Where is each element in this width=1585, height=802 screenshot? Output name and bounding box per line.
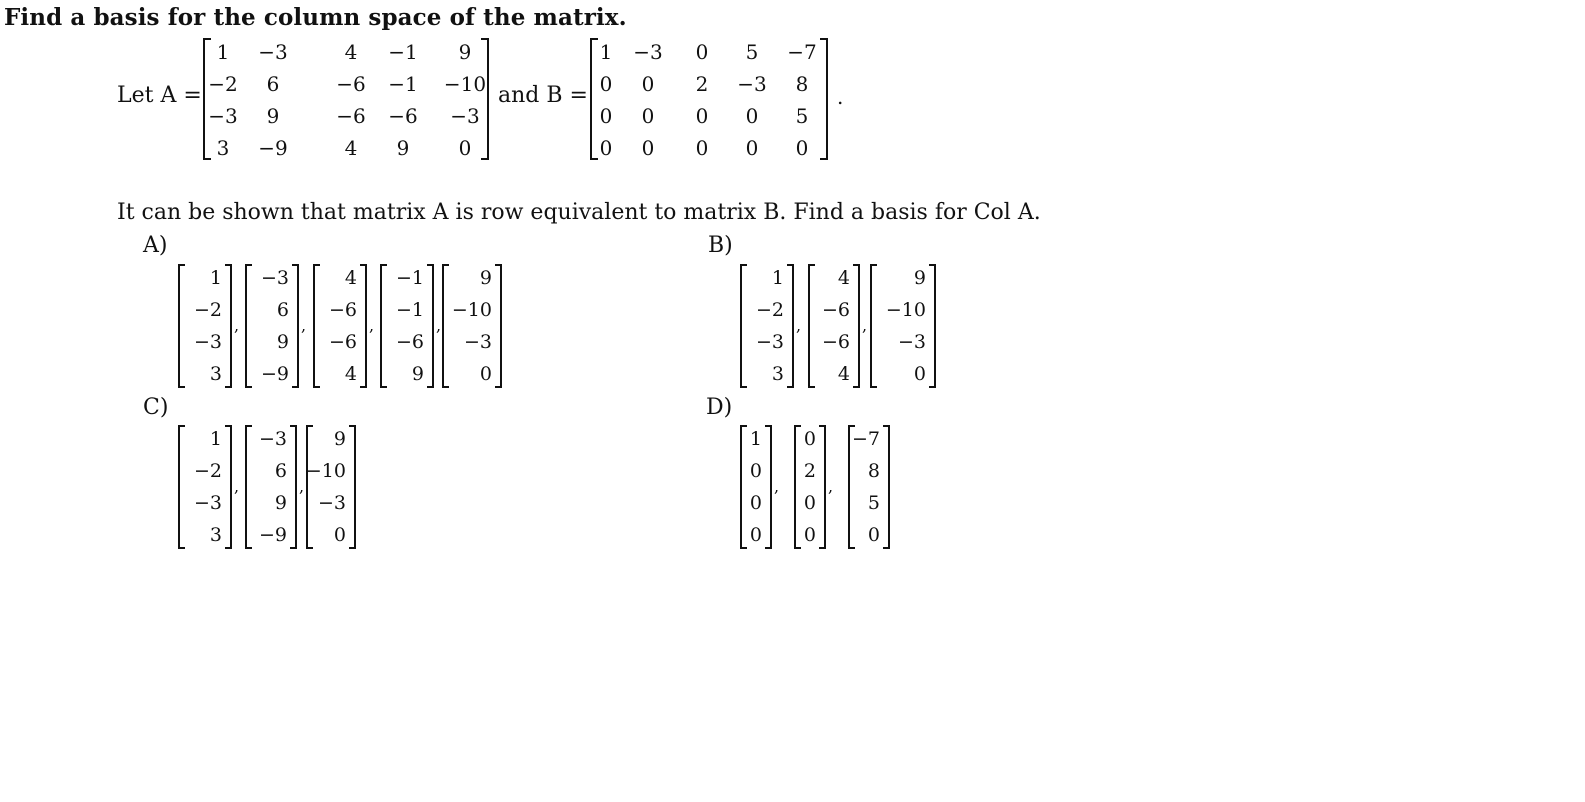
vector-entry: −3 <box>755 331 784 353</box>
left-bracket <box>313 264 320 388</box>
choice-a-label[interactable]: A) <box>143 233 168 258</box>
column-vector <box>848 425 890 549</box>
matrix-entry: 2 <box>695 72 709 96</box>
matrix-entry: 9 <box>458 40 472 64</box>
matrix-entry: −6 <box>388 104 418 128</box>
left-bracket <box>740 425 747 549</box>
matrix-entry: 0 <box>458 136 472 160</box>
vector-entry: 1 <box>771 267 784 289</box>
question-title: Find a basis for the column space of the matrix. <box>4 4 627 31</box>
matrix-entry: 0 <box>641 72 655 96</box>
choice-b-vectors[interactable] <box>740 264 940 388</box>
right-bracket <box>853 264 860 388</box>
column-vector <box>808 264 860 388</box>
left-bracket <box>380 264 387 388</box>
right-bracket <box>820 38 828 160</box>
right-bracket <box>349 425 356 549</box>
vector-entry: −6 <box>821 299 850 321</box>
right-bracket <box>929 264 936 388</box>
matrix-entry: 9 <box>396 136 410 160</box>
column-vector <box>740 425 772 549</box>
vector-entry: 0 <box>803 492 816 514</box>
matrix-entry: 8 <box>795 72 809 96</box>
vector-entry: 3 <box>771 363 784 385</box>
matrix-entry: 4 <box>344 40 358 64</box>
matrix-entry: −6 <box>336 72 366 96</box>
separator-comma: , <box>828 477 834 496</box>
left-bracket <box>590 38 598 160</box>
right-bracket <box>883 425 890 549</box>
column-vector <box>313 264 367 388</box>
left-bracket <box>442 264 449 388</box>
left-bracket <box>740 264 747 388</box>
matrix-entry: 0 <box>599 72 613 96</box>
matrix-entry: −3 <box>258 40 288 64</box>
vector-entry: −3 <box>193 331 222 353</box>
vector-entry: 9 <box>479 267 492 289</box>
separator-comma: , <box>796 316 802 335</box>
column-vector <box>870 264 936 388</box>
vector-entry: −6 <box>328 331 357 353</box>
vector-entry: 1 <box>209 428 222 450</box>
vector-entry: −6 <box>821 331 850 353</box>
separator-comma: , <box>234 477 240 496</box>
column-vector <box>740 264 794 388</box>
separator-comma: , <box>436 316 442 335</box>
vector-entry: 9 <box>274 492 287 514</box>
statement-text: It can be shown that matrix A is row equivalent to matrix B. Find a basis for Col A. <box>117 200 1041 225</box>
vector-entry: 9 <box>913 267 926 289</box>
vector-entry: −1 <box>395 267 424 289</box>
vector-entry: 4 <box>344 363 357 385</box>
left-bracket <box>808 264 815 388</box>
right-bracket <box>765 425 772 549</box>
vector-entry: 0 <box>749 460 762 482</box>
left-bracket <box>870 264 877 388</box>
vector-entry: −9 <box>260 363 289 385</box>
matrix-entry: −3 <box>208 104 238 128</box>
matrix-entry: −1 <box>388 72 418 96</box>
vector-entry: 6 <box>276 299 289 321</box>
left-bracket <box>203 38 211 160</box>
vector-entry: −6 <box>328 299 357 321</box>
vector-entry: 1 <box>209 267 222 289</box>
right-bracket <box>225 264 232 388</box>
vector-entry: 1 <box>749 428 762 450</box>
vector-entry: 9 <box>276 331 289 353</box>
right-bracket <box>495 264 502 388</box>
matrix-entry: 5 <box>795 104 809 128</box>
right-bracket <box>787 264 794 388</box>
vector-entry: −7 <box>851 428 880 450</box>
vector-entry: 8 <box>867 460 880 482</box>
vector-entry: −1 <box>395 299 424 321</box>
separator-comma: , <box>299 477 305 496</box>
choice-c-vectors[interactable] <box>178 425 368 549</box>
choice-b-label[interactable]: B) <box>708 233 733 258</box>
vector-entry: −3 <box>897 331 926 353</box>
matrix-b-period: . <box>837 85 844 109</box>
column-vector <box>442 264 502 388</box>
matrix-entry: −1 <box>388 40 418 64</box>
and-b-label: and B = <box>498 83 588 108</box>
vector-entry: 3 <box>209 524 222 546</box>
matrix-a <box>203 38 489 160</box>
vector-entry: 9 <box>333 428 346 450</box>
choice-a-vectors[interactable] <box>178 264 508 388</box>
matrix-entry: 4 <box>344 136 358 160</box>
vector-entry: −3 <box>193 492 222 514</box>
choice-d-vectors[interactable] <box>740 425 900 549</box>
right-bracket <box>292 264 299 388</box>
vector-entry: −3 <box>317 492 346 514</box>
matrix-entry: −7 <box>787 40 817 64</box>
matrix-entry: 1 <box>216 40 230 64</box>
vector-entry: 0 <box>749 524 762 546</box>
right-bracket <box>427 264 434 388</box>
vector-entry: −6 <box>395 331 424 353</box>
left-bracket <box>178 264 185 388</box>
matrix-entry: 0 <box>745 136 759 160</box>
vector-entry: −10 <box>451 299 492 321</box>
left-bracket <box>245 425 252 549</box>
vector-entry: 0 <box>913 363 926 385</box>
vector-entry: −10 <box>885 299 926 321</box>
separator-comma: , <box>234 316 240 335</box>
matrix-entry: −10 <box>443 72 487 96</box>
vector-entry: 4 <box>837 363 850 385</box>
vector-entry: −9 <box>258 524 287 546</box>
matrix-entry: 0 <box>641 104 655 128</box>
left-bracket <box>306 425 313 549</box>
vector-entry: −2 <box>755 299 784 321</box>
left-bracket <box>794 425 801 549</box>
matrix-entry: 0 <box>745 104 759 128</box>
matrix-entry: 0 <box>795 136 809 160</box>
matrix-entry: 6 <box>266 72 280 96</box>
matrix-b <box>590 38 828 160</box>
vector-entry: 4 <box>837 267 850 289</box>
right-bracket <box>360 264 367 388</box>
let-a-label: Let A = <box>117 83 202 108</box>
matrix-entry: −2 <box>208 72 238 96</box>
right-bracket <box>819 425 826 549</box>
vector-entry: −10 <box>305 460 346 482</box>
choice-c-label[interactable]: C) <box>143 395 169 420</box>
left-bracket <box>245 264 252 388</box>
separator-comma: , <box>369 316 375 335</box>
vector-entry: −3 <box>463 331 492 353</box>
matrix-entry: 0 <box>695 136 709 160</box>
vector-entry: 6 <box>274 460 287 482</box>
choice-d-label[interactable]: D) <box>706 395 733 420</box>
vector-entry: 5 <box>867 492 880 514</box>
left-bracket <box>178 425 185 549</box>
matrix-entry: −9 <box>258 136 288 160</box>
matrix-entry: −3 <box>633 40 663 64</box>
matrix-entry: 9 <box>266 104 280 128</box>
vector-entry: 0 <box>333 524 346 546</box>
separator-comma: , <box>862 316 868 335</box>
column-vector <box>306 425 356 549</box>
column-vector <box>245 264 299 388</box>
matrix-entry: 0 <box>599 136 613 160</box>
separator-comma: , <box>301 316 307 335</box>
matrix-entry: 0 <box>695 40 709 64</box>
matrix-entry: −3 <box>737 72 767 96</box>
vector-entry: −3 <box>260 267 289 289</box>
vector-entry: −2 <box>193 299 222 321</box>
column-vector <box>178 264 232 388</box>
column-vector <box>178 425 232 549</box>
column-vector <box>794 425 826 549</box>
vector-entry: 9 <box>411 363 424 385</box>
column-vector <box>380 264 434 388</box>
separator-comma: , <box>774 477 780 496</box>
matrix-entry: −6 <box>336 104 366 128</box>
vector-entry: 0 <box>803 524 816 546</box>
matrix-entry: 1 <box>599 40 613 64</box>
vector-entry: 4 <box>344 267 357 289</box>
matrix-entry: 0 <box>695 104 709 128</box>
vector-entry: 0 <box>479 363 492 385</box>
vector-entry: 0 <box>749 492 762 514</box>
vector-entry: 2 <box>803 460 816 482</box>
vector-entry: 0 <box>867 524 880 546</box>
matrix-entry: 3 <box>216 136 230 160</box>
matrix-entry: −3 <box>450 104 480 128</box>
matrix-entry: 5 <box>745 40 759 64</box>
column-vector <box>245 425 297 549</box>
vector-entry: −2 <box>193 460 222 482</box>
vector-entry: 0 <box>803 428 816 450</box>
matrix-entry: 0 <box>599 104 613 128</box>
right-bracket <box>290 425 297 549</box>
matrix-entry: 0 <box>641 136 655 160</box>
vector-entry: −3 <box>258 428 287 450</box>
vector-entry: 3 <box>209 363 222 385</box>
right-bracket <box>481 38 489 160</box>
right-bracket <box>225 425 232 549</box>
